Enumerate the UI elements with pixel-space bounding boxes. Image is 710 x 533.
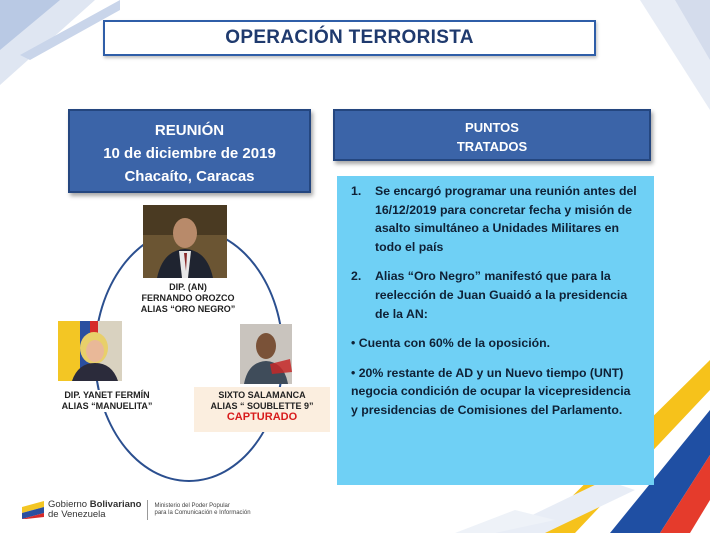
reunion-heading: REUNIÓN — [154, 122, 225, 139]
page-title-box — [103, 20, 596, 56]
point-number: 1. — [351, 184, 362, 198]
ministry-name: Ministerio del Poder Popular para la Comunicación e Información — [154, 502, 251, 516]
photo-fernando-orozco — [143, 205, 227, 278]
reunion-place: Chacaíto, Caracas — [124, 168, 255, 185]
top-right-decoration — [600, 0, 710, 110]
point-number: 2. — [351, 269, 362, 284]
caption-sixto-salamanca: SIXTO SALAMANCA ALIAS “ SOUBLETTE 9” CAPTURADO — [194, 387, 330, 432]
photo-yanet-fermin — [58, 321, 122, 381]
photo-sixto-salamanca — [240, 324, 292, 384]
caption-fernando-orozco: DIP. (AN) FERNANDO OROZCO ALIAS “ORO NEGRO” — [126, 282, 250, 315]
point-text: Se encargó programar una reunión antes del 16/12/2019 para concretar fecha y misión de asalto simultáneo a Unidades Militares en todo el país — [375, 184, 637, 254]
puntos-tratados-box — [333, 109, 651, 161]
top-left-decoration — [0, 0, 120, 90]
venezuela-flag-logo-icon — [22, 501, 44, 519]
footer-logo — [22, 500, 251, 520]
bullet-2: • 20% restante de AD y un Nuevo tiempo (UNT) negocia condición de ocupar la vicepresidencia y presidencias de Comisiones del Parlamento. — [351, 365, 631, 417]
caption-yanet-fermin: DIP. YANET FERMÍN ALIAS “MANUELITA” — [48, 390, 166, 412]
point-item-2 — [351, 267, 640, 323]
points-panel — [337, 176, 654, 485]
brand-name: Gobierno Bolivariano de Venezuela — [48, 499, 142, 520]
page-title: OPERACIÓN TERRORISTA — [225, 27, 474, 48]
puntos-line2: TRATADOS — [456, 139, 528, 154]
reunion-box — [68, 109, 311, 193]
reunion-date: 10 de diciembre de 2019 — [103, 145, 276, 162]
point-item-1 — [351, 182, 640, 256]
point-text: Alias “Oro Negro” manifestó que para la reelección de Juan Guaidó a la presidencia de la AN: — [375, 269, 628, 321]
bullet-1: • Cuenta con 60% de la oposición. — [351, 336, 551, 351]
captured-label: CAPTURADO — [226, 411, 298, 423]
puntos-line1: PUNTOS — [465, 120, 519, 135]
footer-divider — [147, 500, 148, 520]
